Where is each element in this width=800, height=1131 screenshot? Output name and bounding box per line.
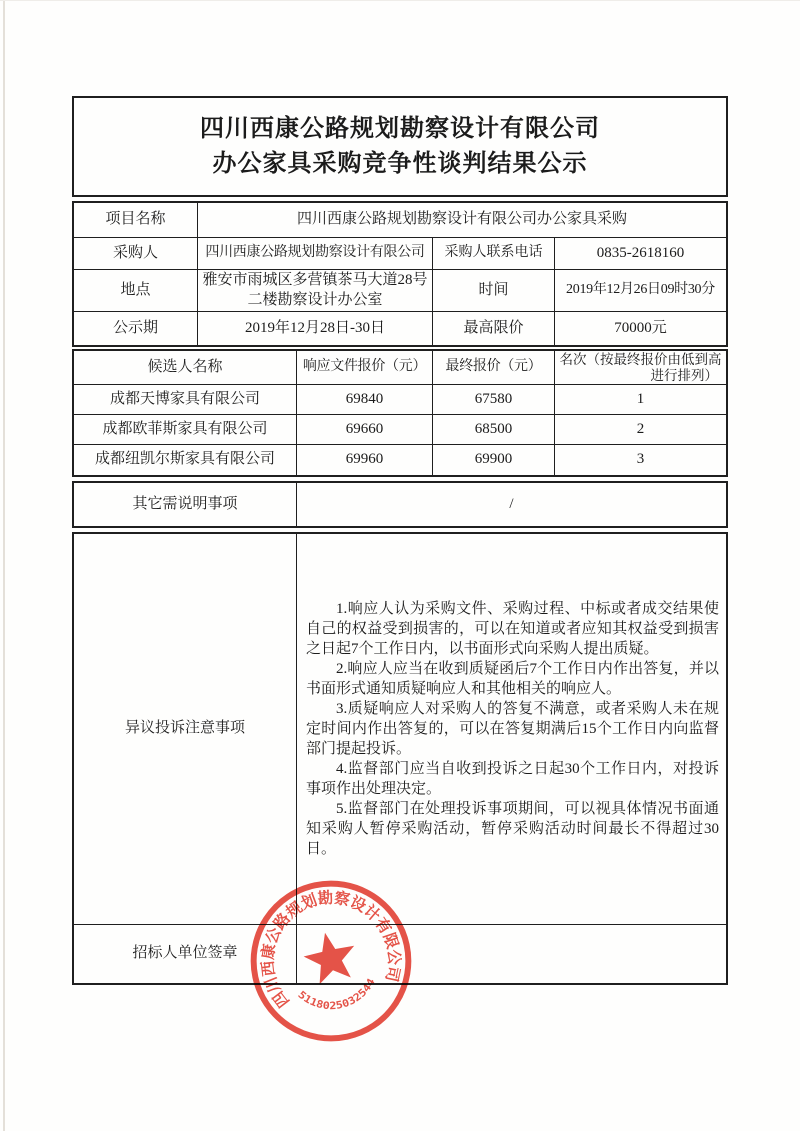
max-price-label: 最高限价 bbox=[433, 312, 555, 345]
candidate-name: 成都欧菲斯家具有限公司 bbox=[74, 415, 297, 444]
scan-edge-artifact bbox=[3, 0, 5, 1131]
candidate-doc-price: 69960 bbox=[297, 445, 433, 475]
seal-number-text: 5118025032544 bbox=[295, 977, 378, 1013]
max-price-value: 70000元 bbox=[614, 319, 667, 336]
rank-header bbox=[555, 351, 726, 384]
signature-label: 招标人单位签章 bbox=[74, 925, 297, 983]
candidate-doc-price: 69840 bbox=[297, 385, 433, 414]
purchaser-label: 采购人 bbox=[74, 238, 198, 269]
objection-paragraph-3: 3.质疑响应人对采购人的答复不满意，或者采购人未在规定时间内作出答复的，可以在答复期满后15个工作日内向监督部门提起投诉。 bbox=[306, 701, 719, 757]
document-title-block bbox=[72, 96, 728, 197]
candidates-header-row bbox=[74, 351, 726, 385]
table-row-project bbox=[74, 203, 726, 238]
purchaser-value: 四川西康公路规划勘察设计有限公司 bbox=[198, 238, 433, 269]
objection-paragraph-2: 2.响应人应当在收到质疑函后7个工作日内作出答复，并以书面形式通知质疑响应人和其他相关的响应人。 bbox=[306, 661, 719, 697]
candidate-row-1 bbox=[74, 385, 726, 415]
objection-paragraph-1: 1.响应人认为采购文件、采购过程、中标或者成交结果使自己的权益受到损害的，可以在知道或者应知其权益受到损害之日起7个工作日内，以书面形式向采购人提出质疑。 bbox=[306, 601, 719, 657]
objection-content bbox=[297, 534, 726, 924]
candidate-row-3 bbox=[74, 445, 726, 475]
objection-label: 异议投诉注意事项 bbox=[74, 534, 297, 924]
rank-header-line-1: 名次（按最终报价由低到高 bbox=[559, 351, 722, 367]
other-notes-row bbox=[74, 483, 726, 526]
candidate-name: 成都纽凯尔斯家具有限公司 bbox=[74, 445, 297, 475]
publicity-period-value: 2019年12月28日-30日 bbox=[198, 312, 433, 345]
other-notes-value: / bbox=[509, 495, 514, 512]
publicity-period-label: 公示期 bbox=[74, 312, 198, 345]
candidate-row-2 bbox=[74, 415, 726, 445]
candidate-rank: 3 bbox=[636, 451, 645, 468]
table-row-location bbox=[74, 270, 726, 312]
objection-row bbox=[74, 534, 726, 925]
other-notes-label: 其它需说明事项 bbox=[74, 483, 297, 526]
purchaser-phone-label: 采购人联系电话 bbox=[433, 238, 555, 269]
purchaser-phone-value: 0835-2618160 bbox=[596, 244, 685, 261]
location-value-line-1: 雅安市雨城区多营镇茶马大道28号 bbox=[202, 272, 428, 288]
scan-edge-artifact bbox=[0, 0, 800, 1]
candidate-final-price: 67580 bbox=[433, 385, 555, 414]
candidate-final-price: 68500 bbox=[433, 415, 555, 444]
objection-paragraph-4: 4.监督部门应当自收到投诉之日起30个工作日内，对投诉事项作出处理决定。 bbox=[306, 761, 719, 797]
other-notes-table bbox=[72, 481, 728, 528]
rank-header-line-2: 进行排列） bbox=[650, 367, 718, 383]
candidate-rank: 2 bbox=[636, 420, 645, 437]
time-label: 时间 bbox=[433, 270, 555, 311]
final-price-header: 最终报价（元） bbox=[433, 351, 555, 384]
table-row-publicity bbox=[74, 312, 726, 345]
document-title-line-2: 办公家具采购竞争性谈判结果公示 bbox=[212, 150, 588, 177]
candidates-table bbox=[72, 349, 728, 477]
location-label: 地点 bbox=[74, 270, 198, 311]
project-name-label: 项目名称 bbox=[74, 203, 198, 237]
candidate-name-header: 候选人名称 bbox=[74, 351, 297, 384]
objection-paragraph-5: 5.监督部门在处理投诉事项期间，可以视具体情况书面通知采购人暂停采购活动，暂停采购活动时间最长不得超过30日。 bbox=[306, 801, 719, 857]
signature-area bbox=[297, 925, 726, 983]
candidate-final-price: 69900 bbox=[433, 445, 555, 475]
location-value-line-2: 二楼勘察设计办公室 bbox=[247, 291, 383, 308]
signature-row bbox=[74, 925, 726, 983]
doc-price-header: 响应文件报价（元） bbox=[297, 351, 433, 384]
document-title-line-1: 四川西康公路规划勘察设计有限公司 bbox=[200, 115, 600, 142]
project-name-value: 四川西康公路规划勘察设计有限公司办公家具采购 bbox=[296, 211, 627, 228]
objection-signature-table bbox=[72, 532, 728, 985]
seal-company-text: 四川西康公路规划勘察设计有限公司 bbox=[259, 889, 403, 1011]
candidate-doc-price: 69660 bbox=[297, 415, 433, 444]
project-info-table bbox=[72, 201, 728, 347]
candidate-name: 成都天博家具有限公司 bbox=[74, 385, 297, 414]
location-value bbox=[198, 270, 433, 311]
time-value: 2019年12月26日09时30分 bbox=[566, 282, 715, 298]
candidate-rank: 1 bbox=[636, 390, 645, 407]
table-row-purchaser bbox=[74, 238, 726, 270]
